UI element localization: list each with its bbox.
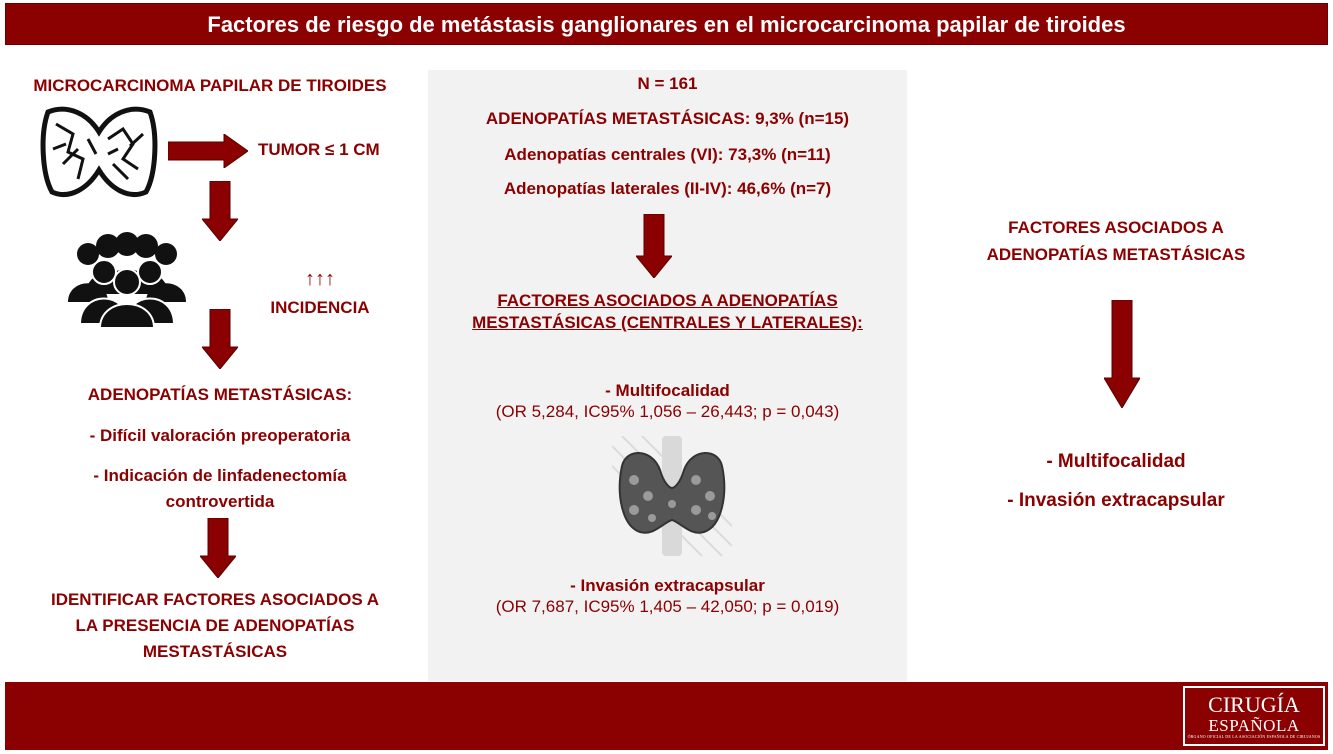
tumor-size-label: TUMOR ≤ 1 CM — [258, 140, 380, 159]
page-title: Factores de riesgo de metástasis ganglionares en el microcarcinoma papilar de tiroides — [5, 3, 1328, 45]
incidence-label: INCIDENCIA — [270, 298, 370, 317]
arrow-right-icon — [168, 134, 248, 168]
arrow-down-icon — [636, 214, 672, 278]
thyroid-outline-icon — [38, 104, 160, 200]
right-heading-1: FACTORES ASOCIADOS A — [1008, 218, 1224, 237]
journal-logo — [1183, 686, 1325, 746]
goal-line-1: IDENTIFICAR FACTORES ASOCIADOS A — [50, 590, 380, 609]
factor-multifocality-stats: (OR 5,284, IC95% 1,056 – 26,443; p = 0,043) — [495, 402, 840, 421]
logo-line-1: CIRUGÍA — [1208, 692, 1300, 717]
factors-heading-2: MESTASTÁSICAS (CENTRALES Y LATERALES): — [472, 313, 863, 332]
goal-line-3: MESTASTÁSICAS — [142, 642, 288, 661]
bullet-preop: - Difícil valoración preoperatoria — [89, 426, 351, 445]
factor-extracapsular: - Invasión extracapsular — [570, 576, 765, 595]
bullet-lymphadenectomy-cont: controvertida — [165, 492, 275, 511]
sample-size: N = 161 — [637, 74, 698, 93]
metastatic-rate: ADENOPATÍAS METASTÁSICAS: 9,3% (n=15) — [485, 109, 850, 128]
arrow-down-icon — [1104, 300, 1140, 408]
factors-heading-1: FACTORES ASOCIADOS A ADENOPATÍAS — [497, 291, 838, 310]
logo-line-3: ÓRGANO OFICIAL DE LA ASOCIACIÓN ESPAÑOLA DE CIRUJANOS — [1187, 734, 1321, 739]
crowd-icon — [66, 232, 188, 328]
arrow-down-icon — [200, 518, 236, 578]
factor-multifocality: - Multifocalidad — [605, 381, 730, 400]
adenopathies-heading: ADENOPATÍAS METASTÁSICAS: — [87, 385, 353, 404]
thyroid-gland-icon — [612, 436, 732, 560]
lateral-rate: Adenopatías laterales (II-IV): 46,6% (n=7) — [503, 179, 832, 198]
factor-extracapsular-stats: (OR 7,687, IC95% 1,405 – 42,050; p = 0,019) — [495, 597, 840, 616]
central-rate: Adenopatías centrales (VI): 73,3% (n=11) — [504, 145, 831, 164]
left-heading: MICROCARCINOMA PAPILAR DE TIROIDES — [33, 76, 387, 95]
arrow-down-icon — [202, 181, 238, 241]
right-factor-extracapsular: - Invasión extracapsular — [1007, 490, 1225, 511]
bullet-lymphadenectomy: - Indicación de linfadenectomía — [93, 466, 347, 485]
right-heading-2: ADENOPATÍAS METASTÁSICAS — [986, 245, 1246, 264]
logo-line-2: ESPAÑOLA — [1208, 716, 1300, 735]
right-factor-multifocality: - Multifocalidad — [1046, 451, 1186, 472]
footer-bar — [5, 682, 1328, 750]
arrow-down-icon — [202, 309, 238, 369]
goal-line-2: LA PRESENCIA DE ADENOPATÍAS — [75, 616, 355, 635]
incidence-arrows: ↑↑↑ — [305, 268, 335, 290]
